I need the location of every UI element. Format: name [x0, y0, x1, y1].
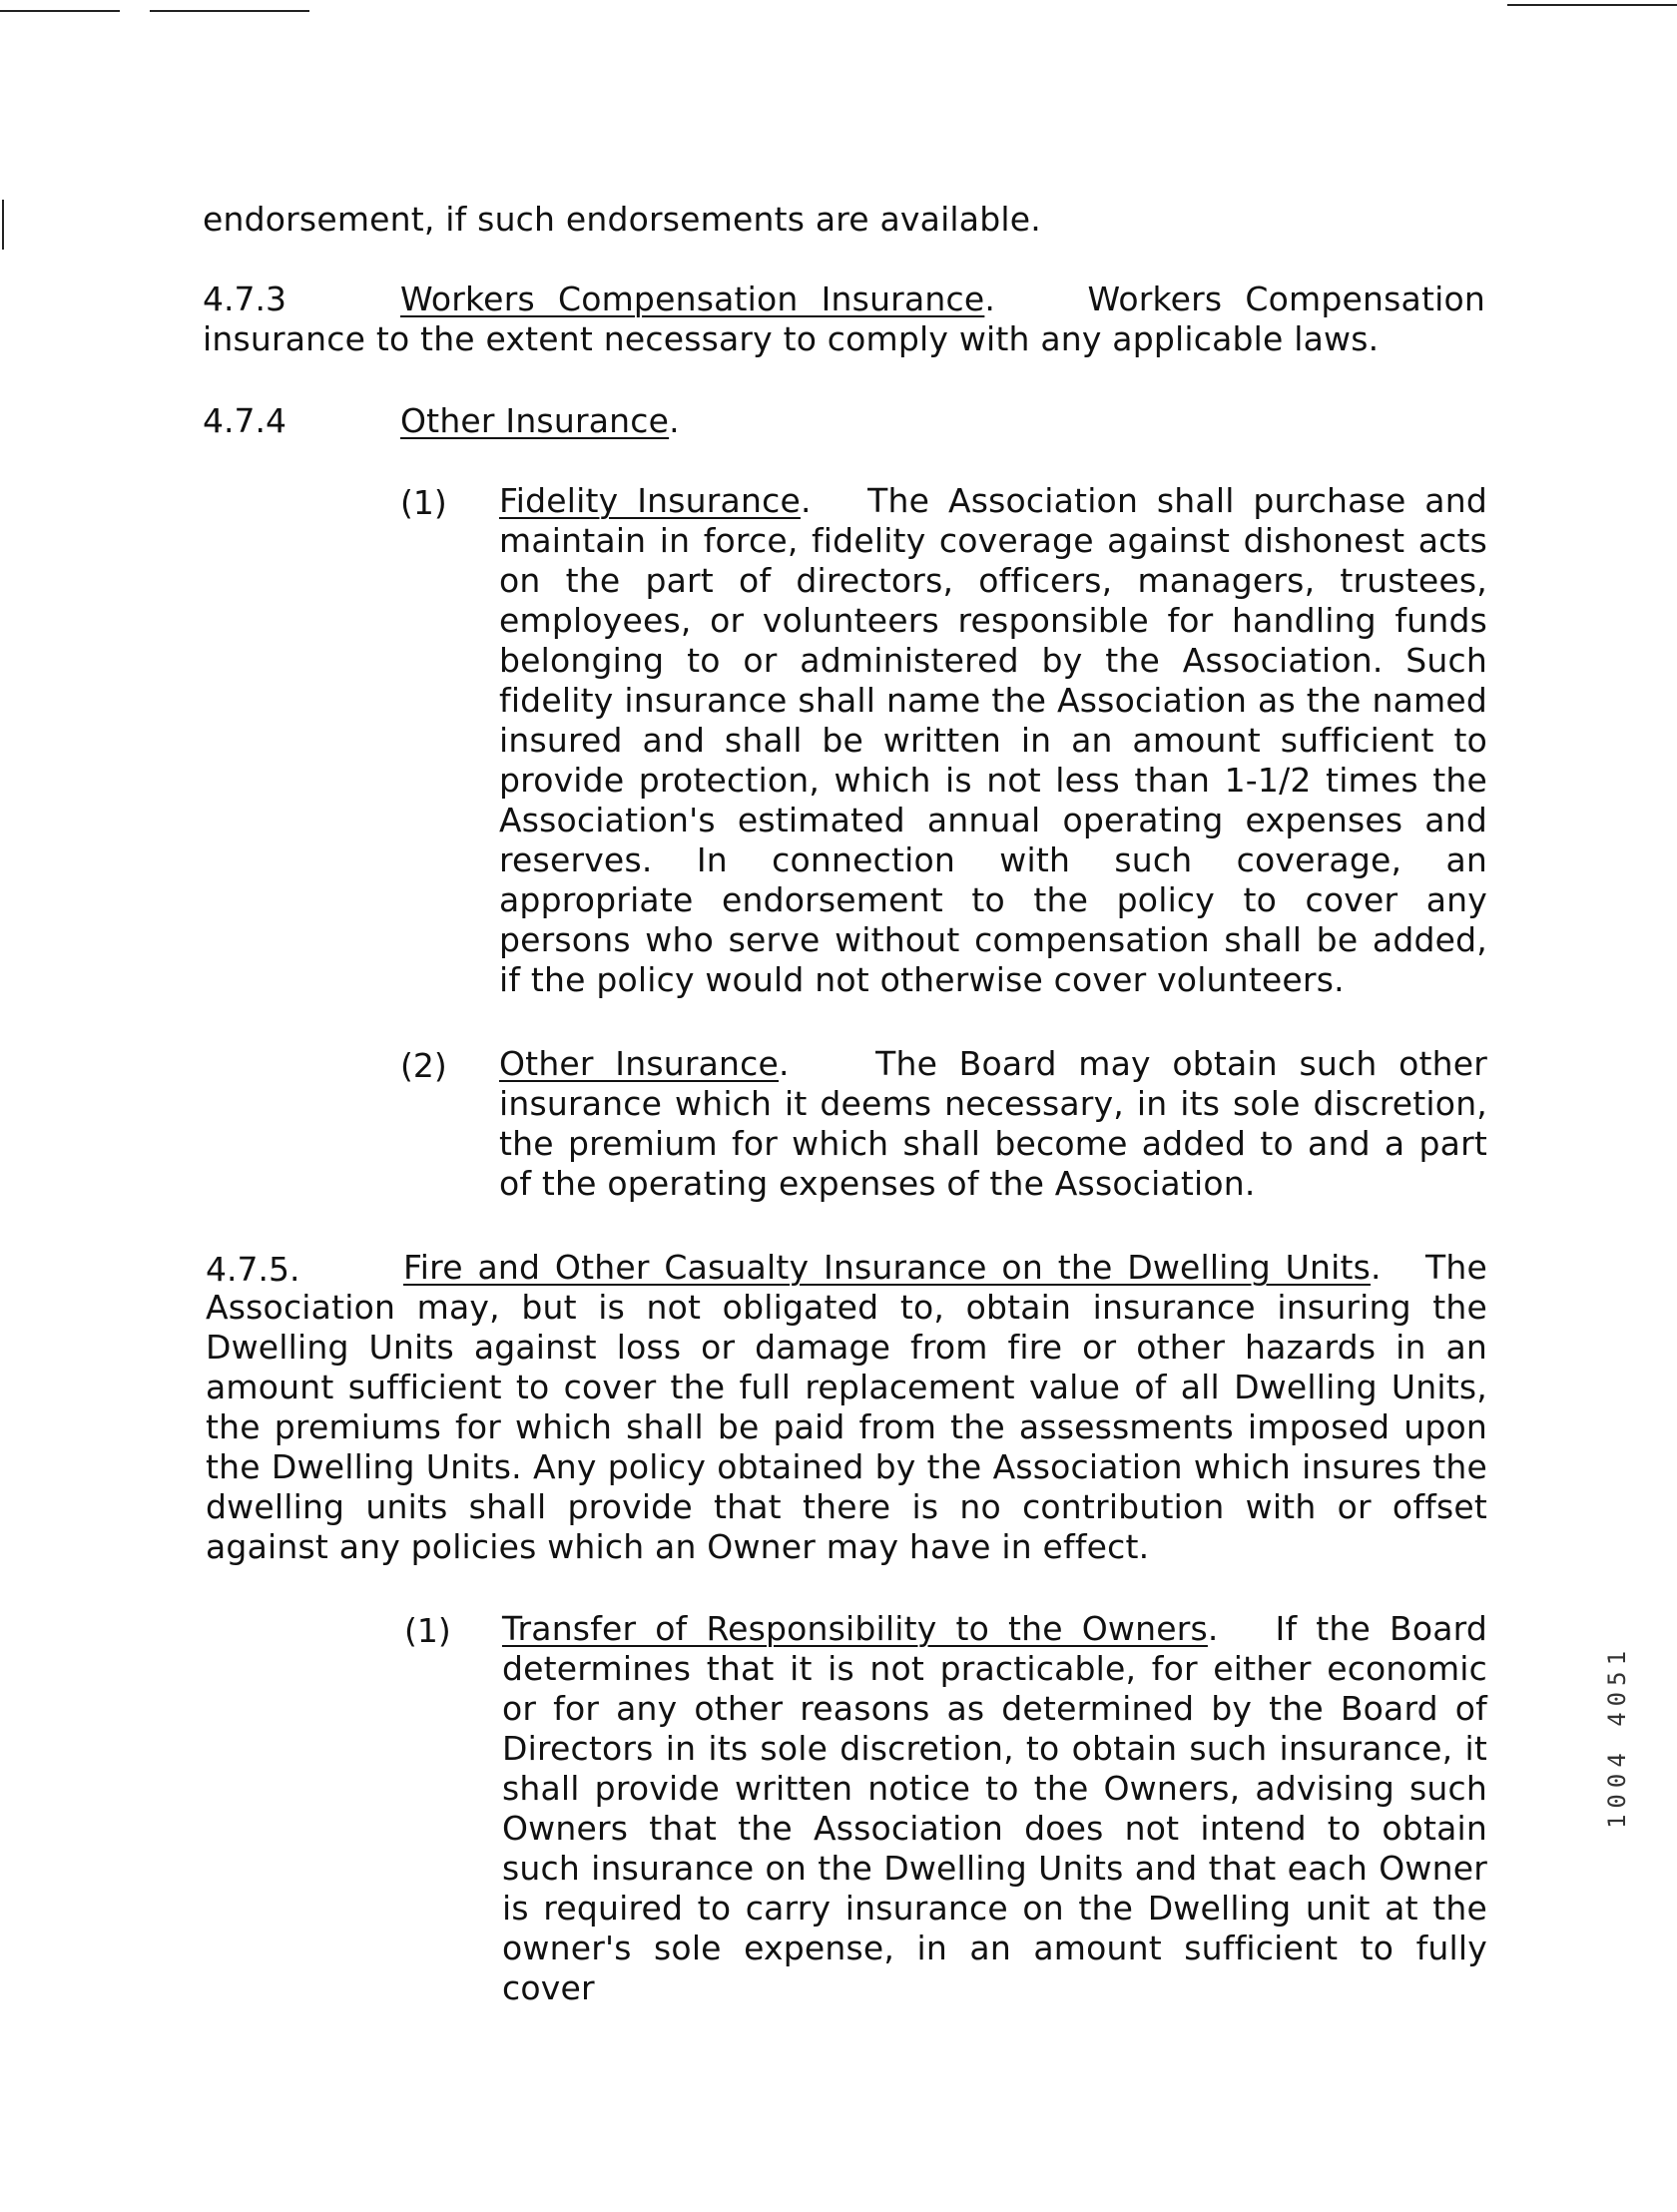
side-stamp — [1597, 1547, 1637, 1927]
section-number: 4.7.4 — [203, 401, 286, 440]
heading-period: . — [779, 1044, 790, 1083]
subsection-heading: Fidelity Insurance — [499, 481, 801, 520]
subsection-heading: Other Insurance — [499, 1044, 779, 1083]
subsection-body: If the Board determines that it is not practicable, for either economic or for any other reasons as determined by the Board of Directors in its sole discretion, to obtain such insurance, it shall provide written notice to the Owners, advising such Owners that the Association does not intend to obtain such insurance on the Dwelling Units and that each Owner is required to carry insurance on the Dwelling unit at the owner's sole expense, in an amount sufficient to fully cover — [502, 1609, 1487, 2007]
section-body: The Association may, but is not obligated to, obtain insurance insuring the Dwelling Units against loss or damage from fire or other hazards in an amount sufficient to cover the full replacement value of all Dwelling Units, the premiums for which shall be paid from the assessments imposed upon the Dwelling Units. Any policy obtained by the Association which insures the dwelling units shall provide that there is no contribution with or offset against any policies which an Owner may have in effect. — [206, 1248, 1487, 1566]
subsection-heading: Transfer of Responsibility to the Owners — [502, 1609, 1208, 1648]
scan-artifact-line — [150, 10, 309, 12]
section-heading: Workers Compensation Insurance — [400, 279, 985, 318]
section-heading-line — [400, 401, 680, 441]
section-number: 4.7.3 — [203, 279, 286, 318]
subsection-body: The Board may obtain such other insurance which it deems necessary, in its sole discretion, the premium for which shall become added to and a part of the operating expenses of the Association. — [499, 1044, 1487, 1203]
section-body: Workers Compensation insurance to the extent necessary to comply with any applicable laws. — [203, 279, 1485, 358]
section-heading: Fire and Other Casualty Insurance on the Dwelling Units — [403, 1248, 1372, 1287]
subsection-marker: (1) — [404, 1611, 451, 1650]
subsection-body: The Association shall purchase and maintain in force, fidelity coverage against dishonest acts on the part of directors, officers, managers, trustees, employees, or volunteers responsible for handling funds belonging to or administered by the Association. Such fidelity insurance shall name the Association as the named insured and shall be written in an amount sufficient to provide protection, which is not less than 1-1/2 times the Association's estimated annual operating expenses and reserves. In connection with such coverage, an appropriate endorsement to the policy to cover any persons who serve without compensation shall be added, if the policy would not otherwise cover volunteers. — [499, 481, 1487, 999]
section-paragraph — [206, 1248, 1487, 1567]
scan-artifact-line — [1507, 4, 1677, 6]
subsection-paragraph — [502, 1609, 1487, 2008]
scan-artifact-line — [0, 10, 120, 12]
subsection-marker: (1) — [400, 483, 447, 522]
scan-artifact-line — [2, 200, 4, 250]
section-paragraph — [203, 279, 1485, 359]
subsection-marker: (2) — [400, 1046, 447, 1085]
heading-period: . — [669, 401, 680, 440]
heading-period: . — [800, 481, 812, 520]
section-number: 4.7.5. — [206, 1250, 300, 1289]
section-heading: Other Insurance — [400, 401, 670, 440]
side-stamp-text: 1004 4051 — [1603, 1644, 1631, 1830]
heading-period: . — [1371, 1248, 1382, 1287]
heading-period: . — [984, 279, 996, 318]
heading-period: . — [1207, 1609, 1219, 1648]
subsection-paragraph — [499, 1044, 1487, 1204]
subsection-paragraph — [499, 481, 1487, 1000]
continuation-text: endorsement, if such endorsements are available. — [203, 200, 1041, 239]
